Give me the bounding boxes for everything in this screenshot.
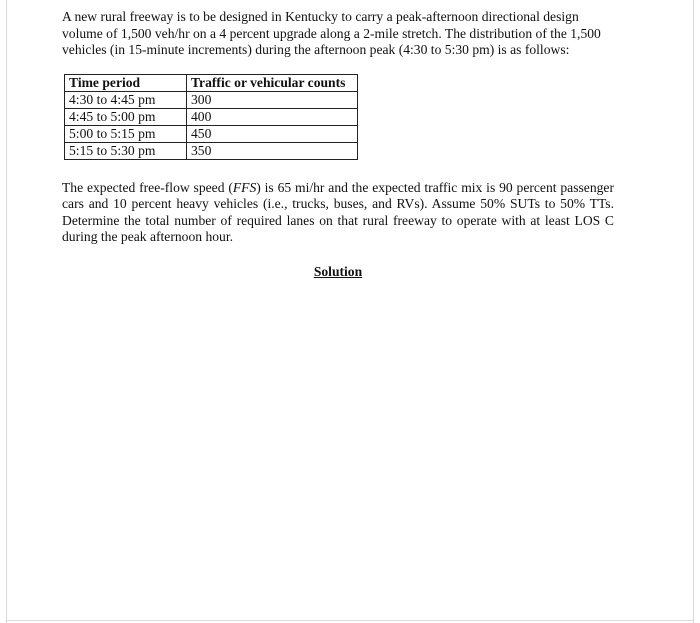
solution-heading-wrap xyxy=(62,263,614,281)
traffic-count-cell: 300 xyxy=(187,91,358,108)
table-row xyxy=(65,108,358,125)
intro-line-2: volume of 1,500 veh/hr on a 4 percent upgrade along a 2-mile stretch. The distribution of the 1,500 xyxy=(62,25,601,41)
traffic-distribution-table xyxy=(64,74,358,160)
time-period-cell: 4:45 to 5:00 pm xyxy=(65,108,187,125)
traffic-count-cell: 400 xyxy=(187,108,358,125)
solution-heading: Solution xyxy=(313,263,363,279)
table-row xyxy=(65,125,358,142)
time-period-cell: 5:00 to 5:15 pm xyxy=(65,125,187,142)
problem-text-part-2: ) is 65 mi/hr and the expected traffic mix is 90 percent passenger cars and 10 percent heavy vehicles (i.e., trucks, buses, and RVs). Assume 50% SUTs to 50% TTs. Determine the total number of required lanes on that rural freeway to operate with at least LOS C during the peak afternoon hour. xyxy=(62,179,614,244)
time-period-cell: 4:30 to 4:45 pm xyxy=(65,91,187,108)
table-header-row xyxy=(65,74,358,91)
header-time-period: Time period xyxy=(65,74,187,91)
table-row xyxy=(65,91,358,108)
traffic-count-cell: 350 xyxy=(187,142,358,159)
time-period-cell: 5:15 to 5:30 pm xyxy=(65,142,187,159)
header-traffic-counts: Traffic or vehicular counts xyxy=(187,74,358,91)
intro-line-3: vehicles (in 15-minute increments) during the afternoon peak (4:30 to 5:30 pm) is as follows: xyxy=(62,42,570,57)
intro-paragraph xyxy=(62,9,614,59)
document-content xyxy=(62,9,614,281)
page-border-bottom xyxy=(6,620,694,621)
problem-paragraph xyxy=(62,180,614,246)
page-border-left xyxy=(6,0,7,623)
ffs-abbreviation: FFS xyxy=(232,179,257,195)
traffic-count-cell: 450 xyxy=(187,125,358,142)
problem-text-part-1: The expected free-flow speed ( xyxy=(62,179,233,195)
page-border-right xyxy=(693,0,694,623)
table-row xyxy=(65,142,358,159)
intro-line-1: A new rural freeway is to be designed in Kentucky to carry a peak-afternoon directional design xyxy=(62,9,579,24)
